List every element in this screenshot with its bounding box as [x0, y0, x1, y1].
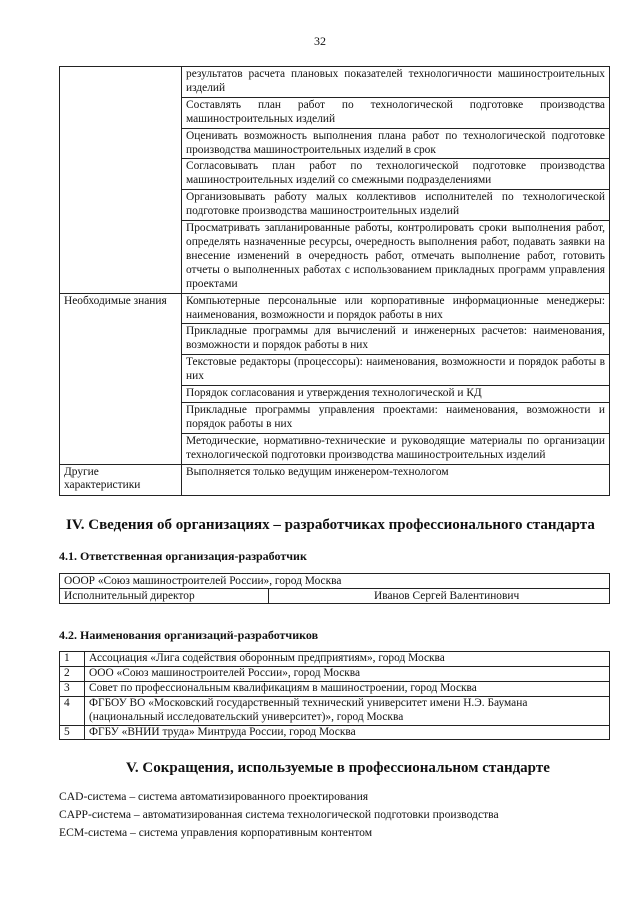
knowledge-cell: Методические, нормативно-технические и руководящие материалы по организации технологической подготовки производства машиностроительных изделий: [182, 433, 610, 464]
org-number: 4: [60, 696, 85, 725]
org-entry: Ассоциация «Лига содействия оборонным предприятиям», город Москва: [85, 652, 610, 667]
director-name: Иванов Сергей Валентинович: [269, 589, 610, 604]
skill-cell: Организовывать работу малых коллективов исполнителей по технологической подготовке производства машиностроительных изделий: [182, 190, 610, 221]
knowledge-cell: Текстовые редакторы (процессоры): наименования, возможности и порядок работы в них: [182, 355, 610, 386]
abbr-ecm: ECM-система – система управления корпоративным контентом: [59, 826, 373, 839]
abbr-capp: CAPP-система – автоматизированная система технологической подготовки производства: [59, 808, 499, 821]
knowledge-cell: Порядок согласования и утверждения технологической и КД: [182, 386, 610, 403]
abbr-cad: CAD-система – система автоматизированного проектирования: [59, 790, 369, 803]
org-number: 2: [60, 666, 85, 681]
section4-2-title: 4.2. Наименования организаций-разработчиков: [59, 628, 319, 642]
org-number: 5: [60, 725, 85, 740]
org-number: 3: [60, 681, 85, 696]
skill-cell: результатов расчета плановых показателей технологичности машиностроительных изделий: [182, 67, 610, 98]
org-name: ОООР «Союз машиностроителей России», город Москва: [60, 574, 610, 589]
skill-cell: Оценивать возможность выполнения плана работ по технологической подготовке производства машиностроительных изделий в срок: [182, 128, 610, 159]
knowledge-cell: Прикладные программы для вычислений и инженерных расчетов: наименования, возможности и порядок работы в них: [182, 324, 610, 355]
page-number: 32: [314, 34, 326, 48]
org-entry: ООО «Союз машиностроителей России», город Москва: [85, 666, 610, 681]
section5-title: V. Сокращения, используемые в профессиональном стандарте: [126, 760, 550, 776]
org-entry: ФГБУ «ВНИИ труда» Минтруда России, город Москва: [85, 725, 610, 740]
knowledge-cell: Компьютерные персональные или корпоративные информационные менеджеры: наименования, возможности и порядок работы в них: [182, 293, 610, 324]
org-entry: ФГБОУ ВО «Московский государственный технический университет имени Н.Э. Баумана (национальный исследовательский университет)», город Москва: [85, 696, 610, 725]
section4-1-title: 4.1. Ответственная организация-разработчик: [59, 549, 307, 563]
row-label-knowledge: Необходимые знания: [60, 293, 182, 464]
developers-table: [59, 651, 610, 740]
knowledge-cell: Прикладные программы управления проектами: наименования, возможности и порядок работы в них: [182, 402, 610, 433]
competency-table: [59, 66, 610, 496]
other-cell: Выполняется только ведущим инженером-технологом: [182, 464, 610, 495]
org-entry: Совет по профессиональным квалификациям в машиностроении, город Москва: [85, 681, 610, 696]
responsible-org-table: [59, 573, 610, 604]
section4-title: IV. Сведения об организациях – разработчиках профессионального стандарта: [66, 517, 595, 533]
skill-cell: Просматривать запланированные работы, контролировать сроки выполнения работ, определять назначенные ресурсы, очередность выполнения работ, подавать заявки на внесение изменений в очередность работ, отмечать выполнение работ, готовить отчеты о выполненных работах с использованием прикладных программ управления проектами: [182, 221, 610, 294]
org-number: 1: [60, 652, 85, 667]
row-label-other: Другие характеристики: [60, 464, 182, 495]
row-label-empty: [60, 67, 182, 294]
director-position: Исполнительный директор: [60, 589, 269, 604]
skill-cell: Согласовывать план работ по технологической подготовке производства машиностроительных изделий со смежными подразделениями: [182, 159, 610, 190]
skill-cell: Составлять план работ по технологической подготовке производства машиностроительных изделий: [182, 97, 610, 128]
